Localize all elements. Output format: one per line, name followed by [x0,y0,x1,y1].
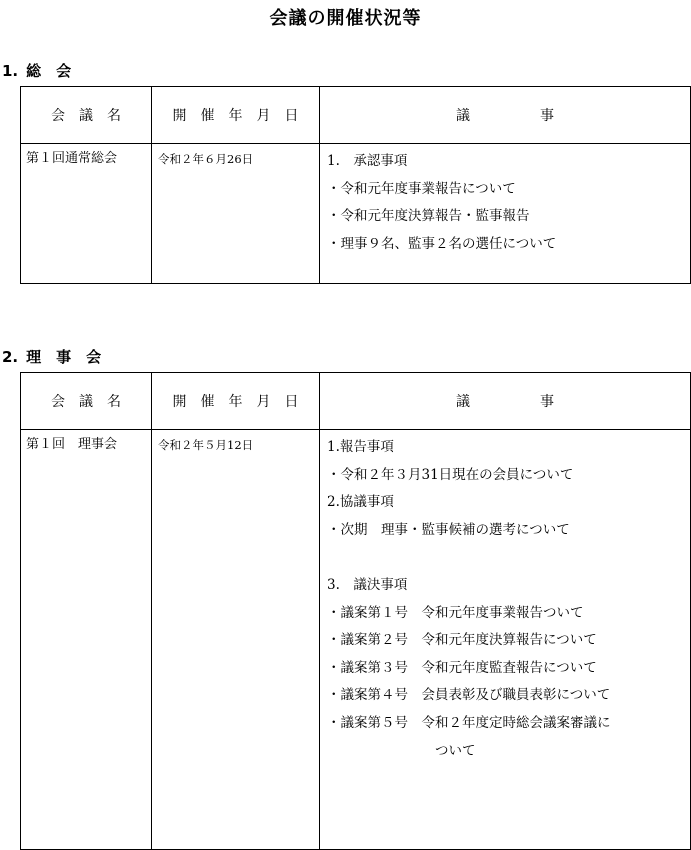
meeting-name: 第１回 理事会 [26,437,118,452]
section-title: 理 事 会 [26,348,102,366]
agenda-list [320,144,690,258]
agenda-item: ・令和２年３月31日現在の会員について [327,466,574,483]
board-meeting-table [20,372,691,850]
agenda-item: ・議案第３号 令和元年度監査報告について [327,659,597,676]
general-meeting-table [20,86,691,284]
agenda-item: ・理事９名、監事２名の選任について [327,235,557,252]
agenda-item-continuation: ついて [435,742,476,759]
agenda-item: ・議案第２号 令和元年度決算報告について [327,632,597,649]
header-date: 開 催 年 月 日 [152,87,320,144]
section-heading-general-meeting [2,60,71,81]
agenda-cell [320,144,691,284]
meeting-date-cell [152,430,320,850]
header-date: 開 催 年 月 日 [152,373,320,430]
agenda-item: 2.協議事項 [327,494,394,511]
agenda-item: ・次期 理事・監事候補の選考について [327,521,570,538]
meeting-date: 令和２年６月26日 [158,152,254,166]
meeting-date-cell [152,144,320,284]
section-title: 総 会 [26,62,72,80]
agenda-item: ・令和元年度決算報告・監事報告 [327,208,530,225]
agenda-list [320,430,690,765]
agenda-item: ・令和元年度事業報告について [327,180,516,197]
table-row [21,144,691,284]
header-meeting-name: 会 議 名 [21,373,152,430]
header-agenda: 議 事 [320,373,691,430]
section-number: 1. [2,62,19,80]
agenda-cell [320,430,691,850]
meeting-name-cell [21,430,152,850]
table-row [21,430,691,850]
agenda-item: 3. 議決事項 [327,576,408,593]
page-title: 会議の開催状況等 [269,8,422,29]
agenda-item: 1. 承認事項 [327,153,408,169]
agenda-item: 1.報告事項 [327,439,394,455]
header-meeting-name: 会 議 名 [21,87,152,144]
header-agenda: 議 事 [320,87,691,144]
agenda-item: ・議案第１号 令和元年度事業報告ついて [327,604,584,621]
agenda-item: ・議案第５号 令和２年度定時総会議案審議に [327,714,611,731]
section-number: 2. [2,348,19,366]
agenda-spacer [327,544,690,572]
table-header-row [21,373,691,430]
table-header-row [21,87,691,144]
meeting-date: 令和２年５月12日 [158,438,254,452]
meeting-name: 第１回通常総会 [26,151,118,166]
agenda-item: ・議案第４号 会員表彰及び職員表彰について [327,687,611,704]
meeting-name-cell [21,144,152,284]
section-heading-board-meeting [2,346,101,367]
